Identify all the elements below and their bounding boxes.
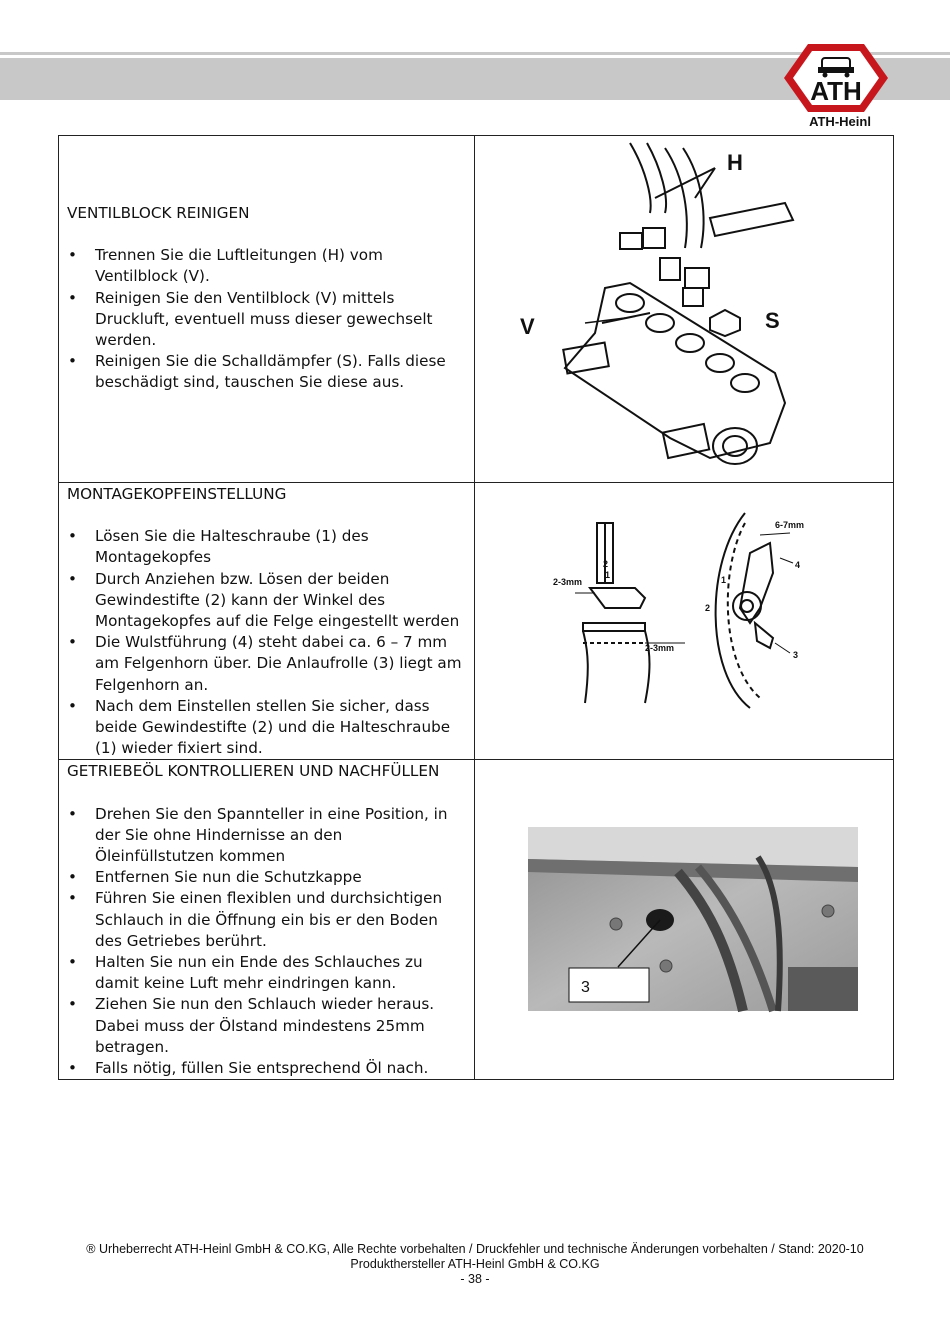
dim-left: 2-3mm [553, 577, 583, 587]
list-item: • Trennen Sie die Luftleitungen (H) vom Ventilblock (V). [95, 245, 466, 287]
number-1-right: 1 [721, 575, 727, 585]
text-cell [59, 760, 475, 1080]
list-item: • Nach dem Einstellen stellen Sie sicher, dass beide Gewindestifte (2) und die Halteschraube (1) wieder fixiert sind. [95, 696, 466, 760]
list-item: • Durch Anziehen bzw. Lösen der beiden Gewindestifte (2) kann der Winkel des Montagekopfes auf die Felge eingestellt werden [95, 569, 466, 633]
list-item: • Ziehen Sie nun den Schlauch wieder heraus. Dabei muss der Ölstand mindestens 25mm betragen. [95, 994, 466, 1058]
number-4: 4 [795, 560, 801, 570]
page-number: - 38 - [460, 1272, 490, 1286]
table-row [59, 136, 894, 483]
label-v: V [520, 314, 535, 339]
table-row [59, 760, 894, 1080]
logo-caption: ATH-Heinl [809, 114, 871, 129]
image-cell [475, 483, 894, 760]
table-row [59, 483, 894, 760]
section-title: MONTAGEKOPFEINSTELLUNG [67, 485, 287, 503]
list-item: • Führen Sie einen flexiblen und durchsichtigen Schlauch in die Öffnung ein bis er den Boden des Getriebes berührt. [95, 888, 466, 952]
label-h: H [727, 150, 743, 175]
instruction-list [67, 526, 466, 759]
list-item: • Halten Sie nun ein Ende des Schlauches zu damit keine Luft mehr eindringen kann. [95, 952, 466, 994]
dim-top: 6-7mm [775, 520, 805, 530]
number-2-right: 2 [705, 603, 711, 613]
list-item: • Lösen Sie die Halteschraube (1) des Montagekopfes [95, 526, 466, 568]
image-cell [475, 760, 894, 1080]
list-item: • Drehen Sie den Spannteller in eine Position, in der Sie ohne Hindernisse an den Öleinfüllstutzen kommen [95, 804, 466, 868]
section-title: VENTILBLOCK REINIGEN [67, 204, 250, 222]
text-cell [59, 136, 475, 483]
number-2-left: 2 [603, 559, 609, 569]
instruction-list [67, 245, 466, 393]
section-title: GETRIEBEÖL KONTROLLIEREN UND NACHFÜLLEN [67, 762, 440, 781]
instruction-list [67, 804, 466, 1080]
logo-text: ATH [810, 76, 862, 106]
image-cell [475, 136, 894, 483]
list-item: • Reinigen Sie den Ventilblock (V) mittels Druckluft, eventuell muss dieser gewechselt werden. [95, 288, 466, 352]
number-1-left: 1 [605, 570, 611, 580]
list-item: • Falls nötig, füllen Sie entsprechend Öl nach. [95, 1058, 466, 1079]
list-item: • Die Wulstführung (4) steht dabei ca. 6 – 7 mm am Felgenhorn über. Die Anlaufrolle (3) liegt am Felgenhorn an. [95, 632, 466, 696]
dim-bottom: 2-3mm [645, 643, 675, 653]
list-item: • Entfernen Sie nun die Schutzkappe [95, 867, 466, 888]
maintenance-table [58, 135, 894, 1080]
footer-copyright: ® Urheberrecht ATH-Heinl GmbH & CO.KG, Alle Rechte vorbehalten / Druckfehler und technische Änderungen vorbehalten / Stand: 2020-10 [86, 1242, 864, 1256]
gearbox-photo [528, 827, 858, 1011]
mounting-head-figure [545, 513, 825, 723]
list-item: • Reinigen Sie die Schalldämpfer (S). Falls diese beschädigt sind, tauschen Sie diese aus. [95, 351, 466, 393]
label-s: S [765, 308, 780, 333]
callout-number: 3 [581, 979, 590, 997]
valve-block-figure [520, 138, 835, 478]
text-cell [59, 483, 475, 760]
footer-manufacturer: Produkthersteller ATH-Heinl GmbH & CO.KG [350, 1257, 600, 1271]
number-3: 3 [793, 650, 799, 660]
